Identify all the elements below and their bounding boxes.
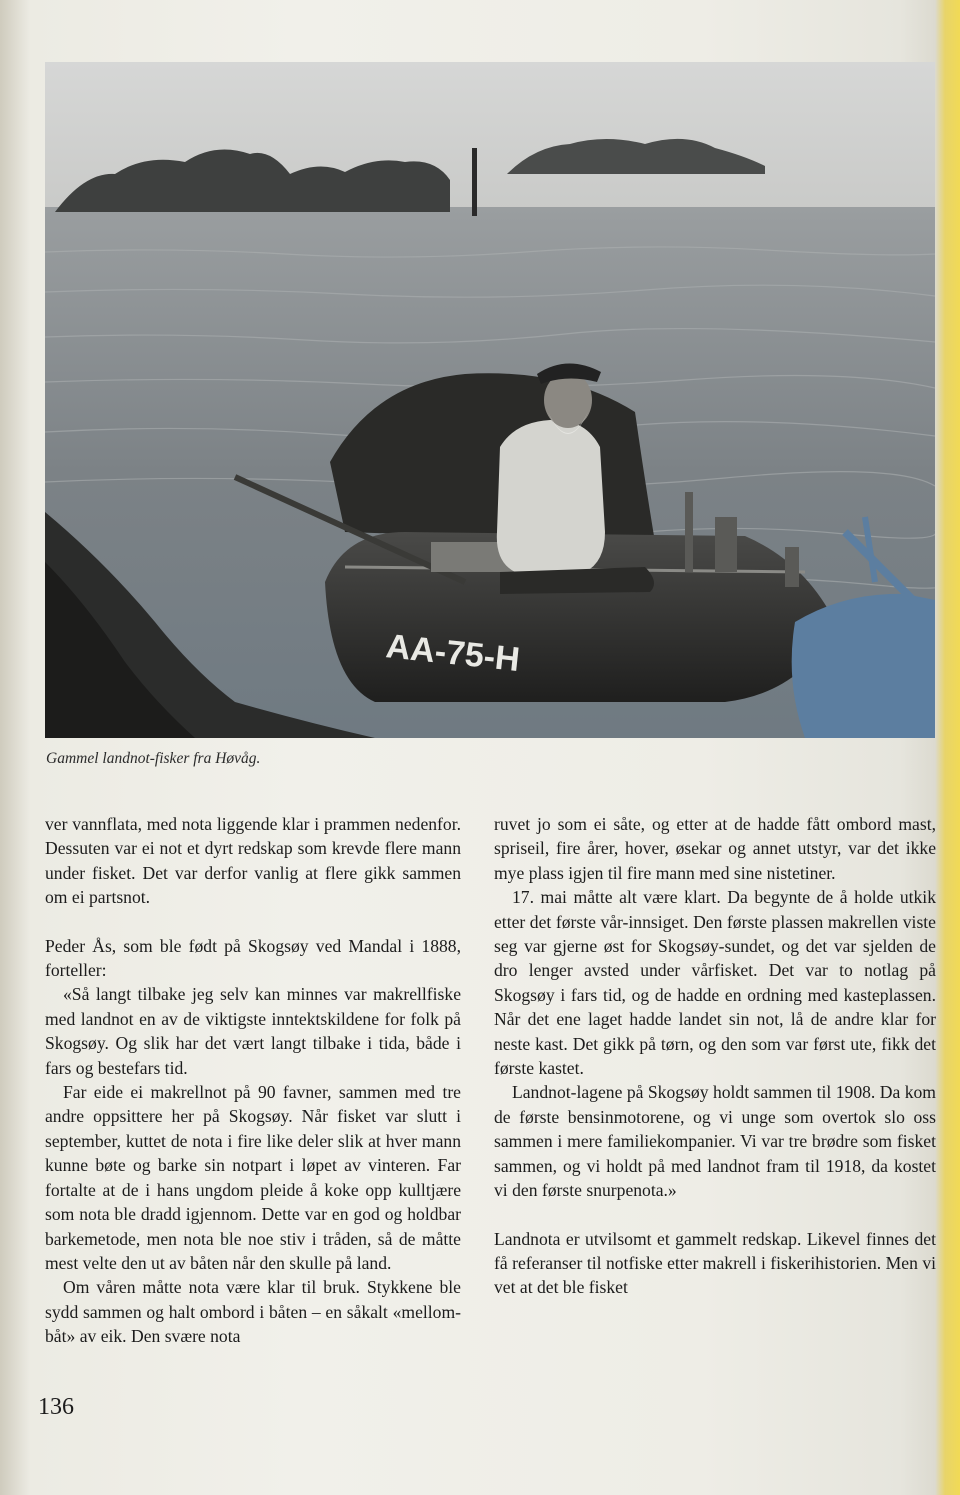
paragraph: Om våren måtte nota være klar til bruk. Stykkene ble sydd sammen og halt ombord i båten – en såkalt «mellom-båt» av eik. Den svære nota xyxy=(45,1277,461,1347)
fisherman-boat-photo xyxy=(45,62,935,738)
adjacent-boat xyxy=(792,594,935,738)
paragraph: ruvet jo som ei såte, og etter at de hadde fått ombord mast, spriseil, fire årer, hover, øsekar og annet utstyr, var det ikke mye plass igjen til fire mann med sine nistetiner. xyxy=(494,814,936,883)
paragraph: Far eide ei makrellnot på 90 favner, sammen med tre andre oppsittere her på Skogsøy. Når fisket var slutt i september, kuttet de nota i fire like deler slik at hver mann kunne bøte og barke sin notpart i løpet av vinteren. Far fortalte at de i hans ungdom pleide å koke opp kulltjære som nota ble dradd igjennom. Dette var en god og holdbar barkemetode, men nota ble noe stiv i tråden, så de måtte mest velte den ut av båten når den skulle på land. xyxy=(45,1082,461,1273)
paragraph: «Så langt tilbake jeg selv kan minnes var makrellfiske med landnot en av de viktigste inntektskildene for folk på Skogsøy. Og slik har det vært langt tilbake i tida, både i fars og bestefars tid. xyxy=(45,984,461,1078)
left-text-column xyxy=(45,812,461,1349)
page-number: 136 xyxy=(38,1394,74,1420)
fisherman-shirt xyxy=(497,420,605,572)
paragraph: 17. mai måtte alt være klart. Da begynte de å holde utkik etter det første vår-innsiget. Den første plassen makrellen viste seg var gjerne øst for Skogsøy-sundet, og det var sjelden de dro lenger avsted under vårfisket. Det var to notlag på Skogsøy i fars tid, og de hadde en ordning med kasteplassen. Når det ene laget hadde landet sin not, lå de andre klar for neste kast. Det gikk på tørn, og den som var først ute, fikk det første kastet. xyxy=(494,887,936,1079)
right-text-column xyxy=(494,812,936,1300)
paragraph: ver vannflata, med nota liggende klar i prammen nedenfor. Dessuten var ei not et dyrt redskap som krevde flere mann under fisket. Det var derfor vanlig at flere gikk sammen om ei partsnot. xyxy=(45,814,461,908)
channel-marker xyxy=(472,148,477,216)
historical-photo xyxy=(45,62,935,738)
photo-caption: Gammel landnot-fisker fra Høvåg. xyxy=(46,750,261,767)
boat-registration: AA-75-H xyxy=(384,627,522,679)
paragraph: Peder Ås, som ble født på Skogsøy ved Mandal i 1888, forteller: xyxy=(45,935,461,981)
paragraph: Landnot-lagene på Skogsøy holdt sammen til 1908. Da kom de første bensinmotorene, og vi unge som overtok slo oss sammen i mere familiekompanier. Vi var tre brødre som fisket sammen, og vi holdt på med landnot fram til 1918, da kostet vi den første snurpenota.» xyxy=(494,1082,936,1201)
paragraph: Landnota er utvilsomt et gammelt redskap. Likevel finnes det få referanser til notfiske etter makrell i fiskerihistorien. Men vi vet at det ble fisket xyxy=(494,1228,936,1298)
